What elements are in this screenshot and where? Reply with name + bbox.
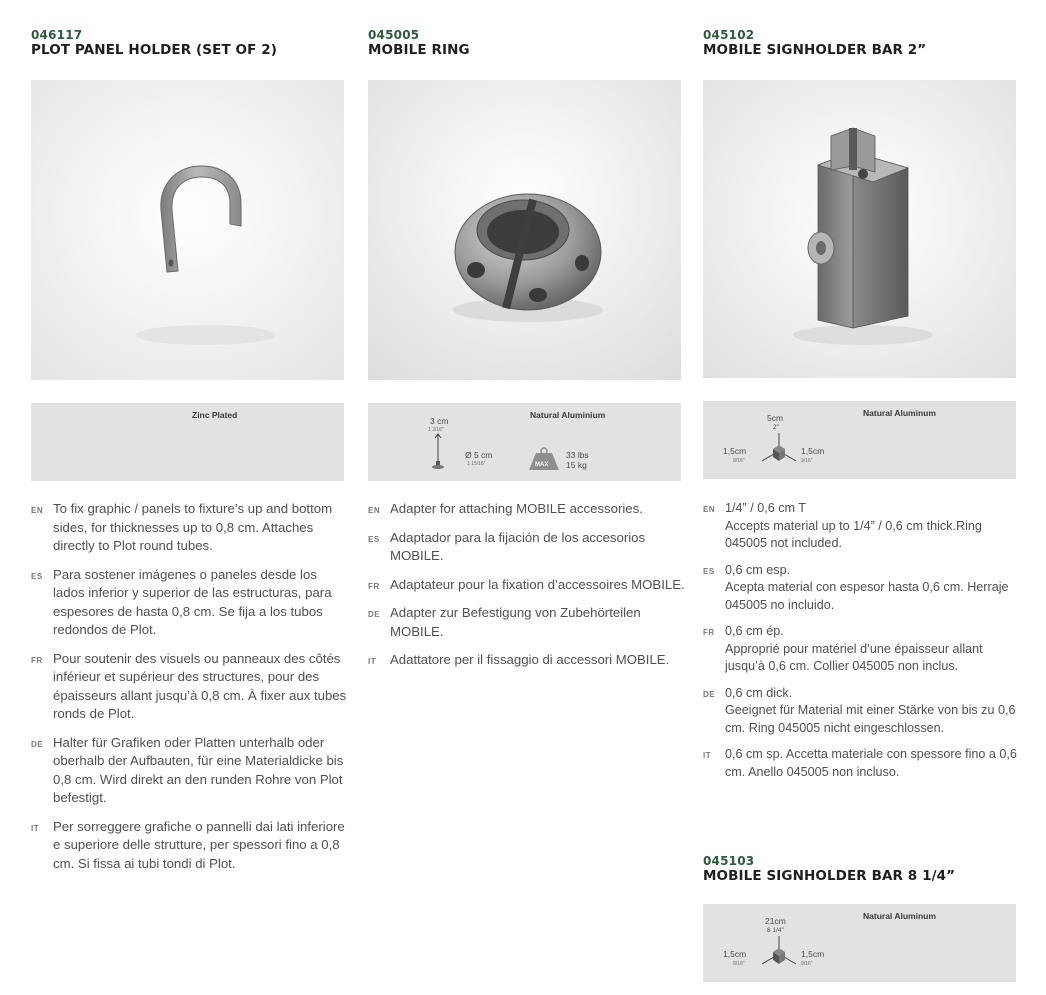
- description-es: [703, 562, 1023, 615]
- finish-label: Natural Aluminium: [530, 410, 606, 420]
- product-title: MOBILE SIGNHOLDER BAR 8 1/4”: [703, 868, 956, 884]
- description-text: Adapter for attaching MOBILE accessories.: [390, 501, 643, 516]
- lang-code: DE: [368, 610, 381, 619]
- dimensions-icon: [758, 934, 800, 970]
- description-text: Adaptador para la fijación de los accesorios MOBILE.: [390, 529, 646, 563]
- product-045102: [703, 28, 1017, 967]
- lang-code: EN: [703, 505, 716, 514]
- lang-code: FR: [703, 628, 715, 637]
- product-photo: [368, 80, 681, 380]
- description-de: [703, 685, 1023, 738]
- description-es: [368, 529, 688, 566]
- panel-holder-image: [31, 80, 344, 380]
- dimensions-icon: [758, 431, 800, 467]
- description-fr: [31, 650, 351, 724]
- mobile-ring-image: [368, 80, 681, 380]
- description-text: Geeignet für Material mit einer Stärke von bis zu 0,6 cm. Ring 045005 nicht eingeschlossen.: [725, 703, 1016, 735]
- lang-code: IT: [31, 823, 40, 833]
- description-text: Pour soutenir des visuels ou panneaux des côtés inférieur et supérieur des structures, pour des épaisseurs allant jusqu’à 0,8 cm. À fixer aux tubes ronds de Plot.: [53, 650, 347, 721]
- product-code: 045102: [703, 28, 755, 42]
- dim-right-in: 9/16": [801, 458, 813, 464]
- dim-left-in: 9/16": [733, 458, 745, 464]
- description-it: [31, 818, 351, 874]
- description-list: [703, 500, 1023, 790]
- description-en: [703, 500, 1023, 553]
- description-fr: [703, 623, 1023, 676]
- finish-label: Zinc Plated: [192, 410, 238, 420]
- product-code: 046117: [31, 28, 83, 42]
- product-045005: [368, 28, 685, 667]
- product-title: PLOT PANEL HOLDER (SET OF 2): [31, 42, 278, 58]
- finish-label: Natural Aluminum: [863, 911, 936, 921]
- product-photo: [703, 80, 1016, 378]
- description-text: Halter für Grafiken oder Platten unterhalb oder oberhalb der Aufbauten, für eine Materialdicke bis 0,8 cm. Wird direkt an den runden Rohre von Plot befestigt.: [53, 734, 344, 805]
- description-list: [368, 500, 688, 680]
- lang-code: ES: [703, 566, 715, 576]
- description-list: [31, 500, 351, 883]
- description-text: Accepts material up to 1/4” / 0,6 cm thick.Ring 045005 not included.: [725, 518, 982, 550]
- lang-code: EN: [31, 506, 44, 515]
- diameter-in: 1 15/16": [467, 461, 486, 467]
- description-en: [368, 500, 688, 519]
- height-dimension-icon: [430, 431, 446, 471]
- dim-right-cm: 1,5cm: [801, 949, 825, 959]
- description-head: 1/4” / 0,6 cm T: [725, 501, 806, 515]
- description-fr: [368, 576, 688, 595]
- dim-right-in: 9/16": [801, 961, 813, 967]
- dim-top-cm: 21cm: [765, 916, 786, 926]
- spec-panel: [31, 403, 344, 481]
- description-head: 0,6 cm dick.: [725, 685, 793, 700]
- description-text: Adapter zur Befestigung von Zubehörteilen MOBILE.: [390, 605, 641, 639]
- description-text: Per sorreggere grafiche o pannelli dai lati inferiore e superiore delle strutture, per spessori fino a 0,8 cm. Si fissa ai tubi tondi di Plot.: [53, 818, 345, 871]
- product-045103: [703, 854, 1016, 885]
- dim-right-cm: 1,5cm: [801, 446, 825, 456]
- description-text: Adattatore per il fissaggio di accessori MOBILE.: [390, 652, 670, 667]
- dim-left-cm: 1,5cm: [723, 446, 747, 456]
- lang-code: DE: [31, 739, 44, 749]
- product-title: MOBILE SIGNHOLDER BAR 2”: [703, 42, 927, 58]
- dim-left-cm: 1,5cm: [723, 949, 747, 959]
- spec-panel-045103: [703, 904, 1016, 982]
- spec-panel: [368, 403, 681, 481]
- description-it: [368, 651, 688, 670]
- product-title: MOBILE RING: [368, 42, 470, 58]
- description-de: [31, 734, 351, 808]
- description-text: To fix graphic / panels to fixture’s up and bottom sides, for thicknesses up to 0,8 cm. Attaches directly to Plot round tubes.: [53, 501, 333, 553]
- height-cm: 3 cm: [430, 416, 449, 426]
- product-code: 045103: [703, 854, 755, 868]
- product-code: 045005: [368, 28, 420, 42]
- lang-code: FR: [31, 655, 43, 665]
- lang-code: DE: [703, 689, 716, 699]
- load-lbs: 33 lbs: [566, 450, 589, 460]
- description-text: Acepta material con espesor hasta 0,6 cm. Herraje 045005 no incluido.: [725, 580, 1009, 612]
- dim-top-in: 8 1/4": [767, 927, 784, 934]
- description-es: [31, 566, 351, 640]
- description-text: 0,6 cm sp. Accetta materiale con spessore fino a 0,6 cm. Anello 045005 non incluso.: [725, 747, 1017, 779]
- signholder-bar-image: [703, 80, 1016, 378]
- description-de: [368, 604, 688, 641]
- product-photo: [31, 80, 344, 380]
- description-head: 0,6 cm ép.: [725, 624, 784, 638]
- description-text: Adaptateur pour la fixation d’accessoires MOBILE.: [390, 576, 685, 592]
- dim-top-cm: 5cm: [767, 413, 784, 423]
- spec-panel: [703, 401, 1016, 479]
- height-in: 1 3/16": [428, 427, 444, 433]
- lang-code: IT: [368, 657, 377, 666]
- description-text: Approprié pour matériel d’une épaisseur allant jusqu’à 0,6 cm. Collier 045005 non inclus.: [725, 641, 983, 673]
- product-046117: [31, 28, 347, 871]
- dim-top-in: 2”: [773, 424, 779, 431]
- load-kg: 15 kg: [566, 460, 587, 470]
- lang-code: ES: [31, 571, 43, 581]
- lang-code: IT: [703, 751, 712, 760]
- lang-code: FR: [368, 581, 380, 591]
- description-text: Para sostener imágenes o paneles desde los lados inferior y superior de las estructuras, para espesores de hasta 0,8 cm. Se fija a los tubos redondos de Plot.: [53, 566, 332, 637]
- diameter-cm: Ø 5 cm: [465, 450, 493, 460]
- lang-code: EN: [368, 506, 381, 515]
- max-label: MAX: [535, 462, 549, 468]
- dim-left-in: 9/16": [733, 961, 745, 967]
- description-head: 0,6 cm esp.: [725, 562, 791, 577]
- lang-code: ES: [368, 534, 380, 544]
- description-it: [703, 746, 1023, 781]
- description-en: [31, 500, 351, 556]
- finish-label: Natural Aluminum: [863, 408, 936, 418]
